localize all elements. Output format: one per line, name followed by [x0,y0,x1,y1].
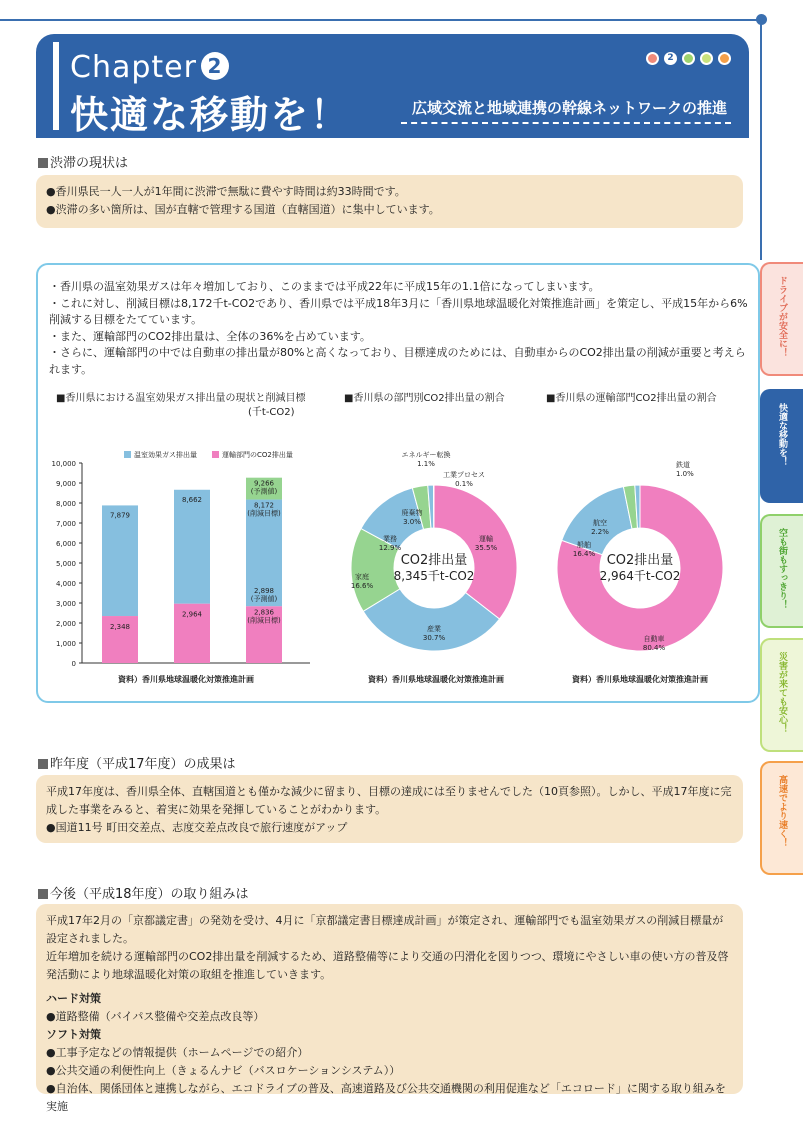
y-tick-label: 9,000 [55,480,76,488]
emissions-item-4: ・さらに、運輸部門の中では自動車の排出量が80%と高くなっており、目標達成のためには、自動車からのCO2排出量の削減が重要と考えられます。 [49,346,746,376]
pie1-source: 資料）香川県地球温暖化対策推進計画 [368,675,504,684]
chapter-text: Chapter [70,50,197,85]
pie-slice-name: 業務 [383,535,397,543]
pie-slice-value: 80.4% [642,644,666,652]
soft-measures-heading: ソフト対策 [46,1028,101,1041]
pie1-title: ■香川県の部門別CO2排出量の割合 [344,393,505,404]
bar-total-label: (削減目標) [247,509,281,518]
bar-transport-label: 2,964 [181,610,203,619]
legend-swatch-total [124,451,131,458]
pie-slice-value: 30.7% [422,634,446,642]
pie-slice-name: 自動車 [643,635,665,643]
congestion-item-1: ●香川県民一人一人が1年間に渋滞で無駄に費やす時間は約33時間です。 [46,185,406,198]
pie2-title: ■香川県の運輸部門CO2排出量の割合 [546,393,717,404]
y-tick-label: 8,000 [55,500,76,508]
pie-center-label: CO2排出量 [400,553,468,568]
bar-total [174,490,210,604]
section-heading-congestion: 渋滞の現状は [38,152,128,171]
pie-slice-value: 16.6% [350,582,374,590]
emissions-panel [36,263,760,703]
bar-forecast-transport-label: 2,898 [253,587,275,596]
progress-dot-5 [718,52,731,65]
bar-chart-title: ■香川県における温室効果ガス排出量の現状と削減目標 [56,393,306,404]
congestion-item-2: ●渋滞の多い箇所は、国が直轄で管理する国道（直轄国道）に集中しています。 [46,203,440,216]
soft-measure-item-2: ●公共交通の利便性向上（きょるんナビ（バスロケーションシステム）） [46,1064,401,1077]
congestion-box [36,175,743,228]
progress-dot-2: 2 [664,52,677,65]
pie-slice-value: 35.5% [474,544,498,552]
side-rule [760,20,762,260]
subtitle-underline [401,122,731,124]
emissions-bullets [49,279,749,378]
pie-slice-value: 1.1% [417,460,435,468]
soft-measure-item-1: ●工事予定などの情報提供（ホームページでの紹介） [46,1046,309,1059]
pie-slice-name: 運輸 [479,535,493,543]
y-tick-label: 1,000 [55,640,76,648]
legend-label-transport: 運輸部門のCO2排出量 [222,451,293,459]
bar-total-label: 8,172 [253,501,275,510]
y-tick-label: 0 [71,660,76,668]
pie-slice-name: 航空 [593,519,607,527]
hard-measures-heading: ハード対策 [46,992,101,1005]
pie-center-label: CO2排出量 [606,553,674,568]
bar-chart [42,443,314,673]
section-heading-future: 今後（平成18年度）の取り組みは [38,883,249,902]
page-subtitle: 広域交流と地域連携の幹線ネットワークの推進 [411,99,727,117]
y-tick-label: 5,000 [55,560,76,568]
results-box [36,775,743,843]
emissions-item-2: ・これに対し、削減目標は8,172千t-CO2であり、香川県では平成18年3月に「香川県地球温暖化対策推進計画」を策定し、平成15年から6%削減する目標をたてています。 [49,296,748,326]
bar-transport-label: 2,348 [109,623,131,632]
y-tick-label: 4,000 [55,580,76,588]
bar-chart-unit: (千t-CO2) [248,407,295,418]
chapter-header [36,34,749,138]
chapter-progress-dots [646,52,731,65]
results-item: ●国道11号 町田交差点、志度交差点改良で旅行速度がアップ [46,821,348,834]
bar-transport-label: 2,836 [253,608,275,617]
progress-dot-4 [700,52,713,65]
bar-forecast-total-label: (予測値) [250,487,278,496]
emissions-item-1: ・香川県の温室効果ガスは年々増加しており、このままでは平成22年に平成15年の1.1倍になってしまいます。 [49,280,600,293]
y-tick-label: 3,000 [55,600,76,608]
results-text: 平成17年度は、香川県全体、直轄国道とも僅かな減少に留まり、目標の達成には至りませんでした（10頁参照）。しかし、平成17年度に完成した事業をみると、着実に効果を発揮していることがわかります。 [46,785,732,816]
pie-chart-transport [542,443,738,673]
pie-slice-name: 家庭 [355,573,369,581]
pie-slice-value: 3.0% [403,518,421,526]
tab-comfortable-travel[interactable]: 快適な移動を！ [760,389,803,503]
legend-label-total: 温室効果ガス排出量 [134,451,197,459]
pie-slice-name: 鉄道 [676,461,690,469]
pie-slice [434,485,517,619]
progress-dot-1 [646,52,659,65]
page-title: 快適な移動を！ [70,93,351,137]
bar-chart-source: 資料）香川県地球温暖化対策推進計画 [118,675,254,684]
emissions-item-3: ・また、運輸部門のCO2排出量は、全体の36%を占めています。 [49,329,371,343]
bar-total-label: 7,879 [109,511,131,520]
y-tick-label: 10,000 [51,460,76,468]
chapter-number-badge: 2 [201,52,229,80]
tab-drive-safety[interactable]: ドライブが安全に！ [760,262,803,376]
bar-forecast-total-label: 9,266 [253,479,275,488]
pie-slice [433,485,434,528]
pie-slice-value: 12.9% [378,544,402,552]
progress-dot-3 [682,52,695,65]
pie2-source: 資料）香川県地球温暖化対策推進計画 [572,675,708,684]
pie-slice-value: 16.4% [572,550,596,558]
pie-center-value: 2,964千t-CO2 [599,569,681,583]
pie-slice-name: 廃棄物 [401,509,423,517]
pie-slice-value: 1.0% [676,470,694,478]
future-box [36,904,743,1113]
y-tick-label: 2,000 [55,620,76,628]
soft-measure-item-3: ●自治体、関係団体と連携しながら、エコドライブの普及、高速道路及び公共交通機関の利用促進など「エコロード」に関する取り組みを実施 [46,1082,726,1113]
pie-slice-name: エネルギー転換 [401,451,451,459]
chapter-label [70,50,229,85]
top-rule [0,19,762,21]
bar-transport-label: (削減目標) [247,616,281,625]
pie-slice-name: 船舶 [577,541,591,549]
section-heading-results: 昨年度（平成17年度）の成果は [38,753,236,772]
bar-total [102,505,138,616]
tab-clean-air[interactable]: 空も街もすっきり！ [760,514,803,628]
tab-disaster-safety[interactable]: 災害が来ても安心！ [760,638,803,752]
y-tick-label: 6,000 [55,540,76,548]
pie-chart-sectors [336,443,532,673]
legend-swatch-transport [212,451,219,458]
pie-slice-value: 0.1% [455,480,473,488]
pie-slice-name: 工業プロセス [443,471,485,479]
pie-center-value: 8,345千t-CO2 [393,569,475,583]
bar-total-label: 8,662 [181,495,203,504]
bar-forecast-transport-label: (予測値) [250,595,278,604]
hard-measure-item: ●道路整備（バイパス整備や交差点改良等） [46,1010,265,1023]
future-text-2: 近年増加を続ける運輸部門のCO2排出量を削減するため、道路整備等により交通の円滑化を図りつつ、環境にやさしい車の使い方の普及啓発活動により地球温暖化対策の取組を推進していきます。 [46,950,729,981]
header-accent-bar [53,42,59,130]
future-text-1: 平成17年2月の「京都議定書」の発効を受け、4月に「京都議定書目標達成計画」が策定され、運輸部門でも温室効果ガスの削減目標量が設定されました。 [46,914,724,945]
pie-slice-name: 産業 [427,625,441,633]
pie-slice-value: 2.2% [591,528,609,536]
y-tick-label: 7,000 [55,520,76,528]
tab-expressway[interactable]: 高速でより速く！ [760,761,803,875]
